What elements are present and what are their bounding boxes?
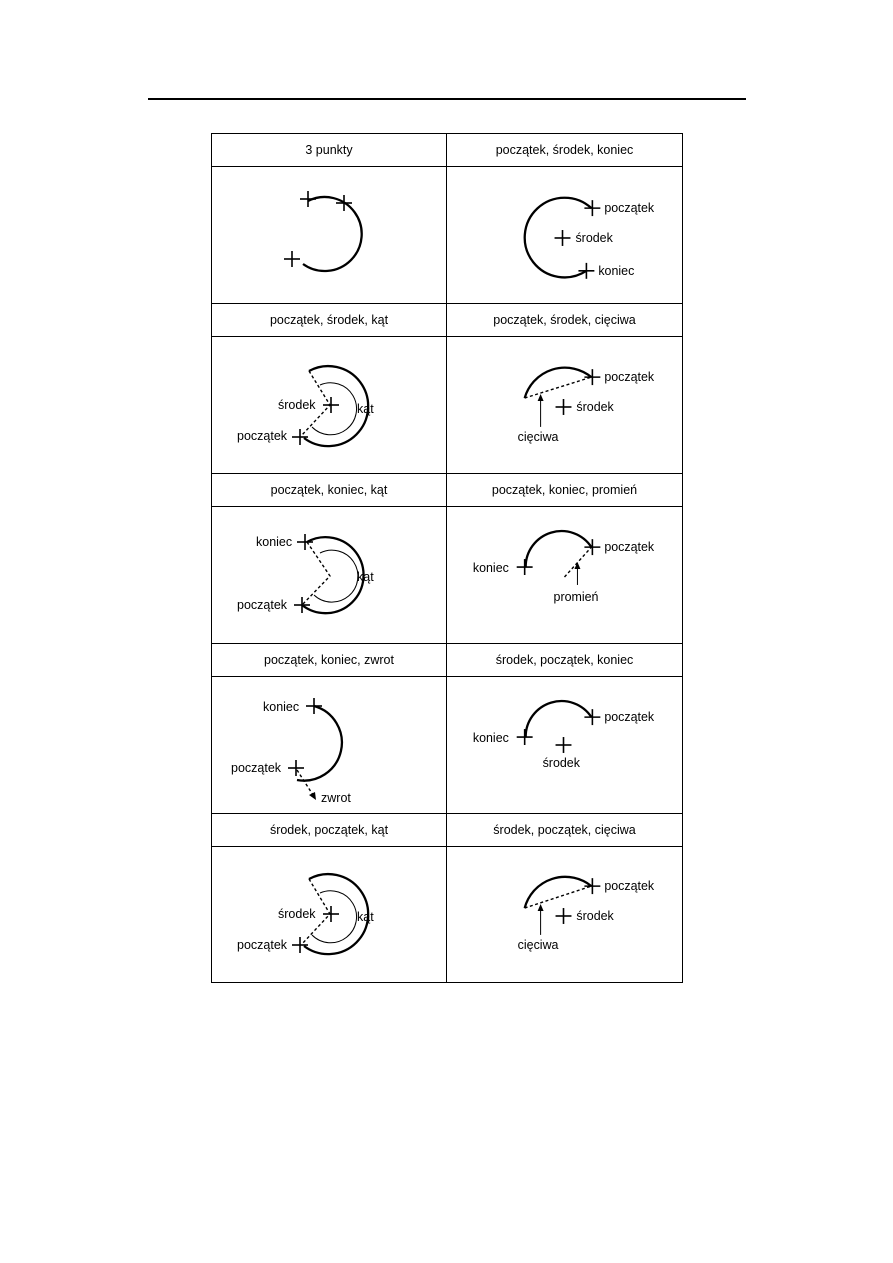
diagram-start-end-direction <box>212 677 447 814</box>
label-chord: cięciwa <box>517 429 559 444</box>
label-angle: kąt <box>357 570 374 584</box>
label-chord: cięciwa <box>517 937 559 952</box>
diagram-start-center-angle <box>212 337 447 474</box>
diagram-center-start-angle <box>212 847 447 983</box>
label-end: koniec <box>472 561 509 576</box>
point-marker-1 <box>300 191 316 207</box>
cell-title-3-points: 3 punkty <box>212 134 447 167</box>
label-center: środek <box>575 230 613 245</box>
cell-title-start-center-end: początek, środek, koniec <box>447 134 683 167</box>
label-center: środek <box>278 398 316 412</box>
label-start: początek <box>237 598 288 612</box>
diagram-start-end-angle <box>212 507 447 644</box>
label-center: środek <box>576 399 614 414</box>
diagram-center-start-end <box>447 677 683 814</box>
label-end: koniec <box>598 263 635 278</box>
center-marker <box>555 230 571 246</box>
arc-methods-table <box>211 133 683 983</box>
point-marker-3 <box>284 251 300 267</box>
diagram-center-start-chord <box>447 847 683 983</box>
end-marker <box>517 559 533 575</box>
start-marker <box>292 429 308 445</box>
label-angle: kąt <box>357 402 374 416</box>
label-start: początek <box>604 370 655 385</box>
label-start: początek <box>604 879 655 894</box>
center-marker <box>556 908 572 924</box>
start-marker <box>584 200 600 216</box>
cell-title-start-end-radius: początek, koniec, promień <box>447 474 683 507</box>
diagram-3-points <box>212 167 447 304</box>
label-start: początek <box>604 540 655 555</box>
center-marker <box>323 906 339 922</box>
diagram-start-center-end <box>447 167 683 304</box>
center-marker <box>556 737 572 753</box>
label-radius: promień <box>553 589 599 604</box>
end-marker <box>517 729 533 745</box>
start-marker <box>288 760 304 776</box>
page-header-rule <box>148 98 746 100</box>
cell-title-start-center-angle: początek, środek, kąt <box>212 304 447 337</box>
label-angle: kąt <box>357 910 374 924</box>
label-center: środek <box>576 908 614 923</box>
center-marker <box>556 399 572 415</box>
label-start: początek <box>231 761 282 775</box>
diagram-start-center-chord <box>447 337 683 474</box>
cell-title-start-end-direction: początek, koniec, zwrot <box>212 644 447 677</box>
cell-title-start-end-angle: początek, koniec, kąt <box>212 474 447 507</box>
label-start: początek <box>237 429 288 443</box>
label-center: środek <box>278 907 316 921</box>
cell-title-center-start-end: środek, początek, koniec <box>447 644 683 677</box>
end-marker <box>306 698 322 714</box>
start-marker <box>584 369 600 385</box>
label-end: koniec <box>256 535 293 549</box>
end-marker <box>578 263 594 279</box>
label-direction: zwrot <box>321 791 351 805</box>
label-start: początek <box>604 201 655 216</box>
start-marker <box>292 937 308 953</box>
label-end: koniec <box>472 731 509 746</box>
label-end: koniec <box>263 700 300 714</box>
label-start: początek <box>237 938 288 952</box>
label-start: początek <box>604 710 655 725</box>
start-marker <box>584 878 600 894</box>
diagram-start-end-radius <box>447 507 683 644</box>
point-marker-2 <box>336 195 352 211</box>
label-center: środek <box>542 755 580 770</box>
cell-title-start-center-chord: początek, środek, cięciwa <box>447 304 683 337</box>
center-marker <box>323 397 339 413</box>
cell-title-center-start-angle: środek, początek, kąt <box>212 814 447 847</box>
cell-title-center-start-chord: środek, początek, cięciwa <box>447 814 683 847</box>
